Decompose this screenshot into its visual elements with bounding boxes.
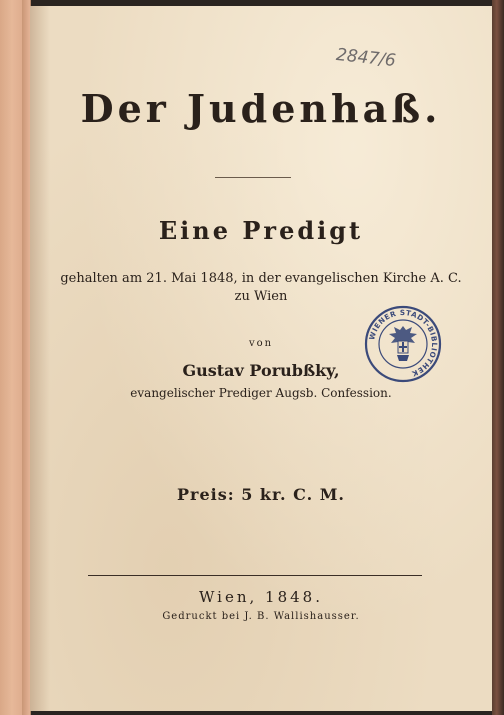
printer-line: Gedruckt bei J. B. Wallishausser. [162,611,360,622]
by-word: von [248,338,274,349]
book-binding-right [492,0,504,715]
imprint-divider [88,575,422,576]
occasion-line-2: zu Wien [234,289,288,304]
occasion-line-1: gehalten am 21. Mai 1848, in der evangelischen Kirche A. C. [60,271,462,286]
handwritten-shelfmark: 2847/6 [335,44,397,72]
binding-edge [22,0,30,715]
eagle-emblem-icon [389,326,417,361]
author-role: evangelischer Prediger Augsb. Confession. [130,386,392,400]
stamp-text: WIENER STADT-BIBLIOTHEK [367,307,440,379]
price-line: Preis: 5 kr. C. M. [177,485,345,504]
title-divider [215,177,291,178]
book-subtitle: Eine Predigt [158,216,364,245]
library-stamp [364,305,442,383]
author-name: Gustav Porubßky, [182,361,340,380]
book-binding-left [0,0,31,715]
place-and-year: Wien, 1848. [199,588,323,606]
book-title: Der Judenhaß. [80,86,442,131]
